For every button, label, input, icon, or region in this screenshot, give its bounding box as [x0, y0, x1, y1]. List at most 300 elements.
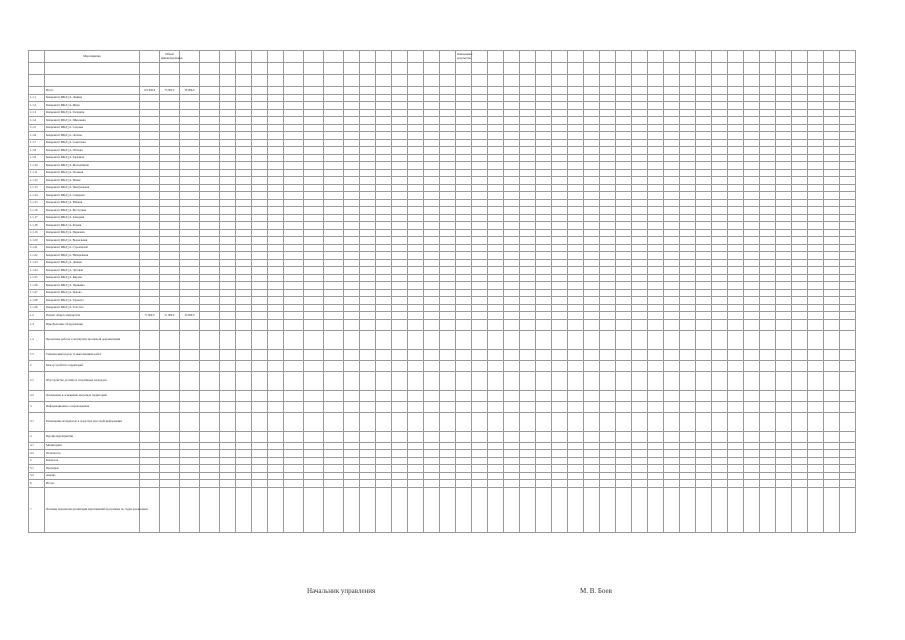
table-cell: [664, 139, 680, 147]
table-cell: [180, 154, 200, 162]
table-cell: [488, 472, 504, 480]
table-cell: [696, 267, 712, 275]
table-cell: [200, 319, 220, 330]
table-cell: [180, 401, 200, 412]
table-cell: [236, 282, 252, 290]
table-cell: [456, 169, 472, 177]
table-cell: [304, 401, 324, 412]
table-cell: [600, 297, 616, 305]
table-cell: [180, 480, 200, 488]
table-cell: [268, 442, 284, 450]
table-cell: [200, 312, 220, 320]
table-cell: [220, 244, 236, 252]
table-cell: [776, 132, 792, 140]
table-cell: [456, 124, 472, 132]
table-cell: [440, 252, 456, 260]
table-cell: [140, 412, 160, 431]
table-cell: [568, 349, 584, 360]
table-cell: [236, 442, 252, 450]
table-cell: [236, 319, 252, 330]
table-cell: [140, 102, 160, 110]
table-cell: [408, 297, 424, 305]
table-cell: [456, 431, 472, 442]
table-cell: [376, 371, 392, 390]
table-cell: [712, 304, 728, 312]
table-cell: [840, 87, 856, 95]
table-cell: [728, 412, 744, 431]
table-cell: [648, 139, 664, 147]
header-cell: [344, 51, 360, 63]
table-cell: [776, 319, 792, 330]
table-cell: [472, 259, 488, 267]
table-cell: [200, 139, 220, 147]
table-cell: [304, 154, 324, 162]
header-cell: [728, 51, 744, 63]
table-cell: [424, 450, 440, 458]
table-cell: [268, 184, 284, 192]
table-cell: [324, 192, 344, 200]
table-cell: [824, 139, 840, 147]
header-cell: [160, 63, 180, 75]
table-cell: [304, 109, 324, 117]
table-cell: [632, 297, 648, 305]
table-cell: [824, 412, 840, 431]
row-number-cell: 4.1: [29, 442, 45, 450]
row-number-cell: 1.1.3: [29, 109, 45, 117]
table-cell: [488, 267, 504, 275]
table-cell: [472, 199, 488, 207]
table-cell: [180, 442, 200, 450]
table-cell: [584, 349, 600, 360]
table-cell: [284, 330, 304, 349]
table-cell: [488, 401, 504, 412]
table-cell: [424, 319, 440, 330]
table-cell: [536, 487, 552, 532]
table-cell: [236, 330, 252, 349]
value-cell: 71 000,0: [140, 312, 160, 320]
table-cell: [392, 282, 408, 290]
table-cell: [360, 169, 376, 177]
table-cell: [776, 465, 792, 473]
table-cell: [728, 349, 744, 360]
table-cell: [696, 252, 712, 260]
table-cell: [504, 349, 520, 360]
table-cell: [824, 401, 840, 412]
table-cell: [792, 431, 808, 442]
table-cell: [744, 177, 760, 185]
table-cell: [140, 304, 160, 312]
row-number-cell: 1.1.21: [29, 244, 45, 252]
header-cell: [840, 75, 856, 87]
table-cell: [536, 442, 552, 450]
table-cell: [824, 192, 840, 200]
table-cell: [160, 222, 180, 230]
table-cell: [360, 442, 376, 450]
table-cell: [744, 192, 760, 200]
header-cell: [600, 63, 616, 75]
table-cell: [344, 252, 360, 260]
table-cell: [632, 465, 648, 473]
table-cell: [840, 109, 856, 117]
table-cell: [408, 349, 424, 360]
table-cell: [808, 487, 824, 532]
table-cell: [408, 184, 424, 192]
table-cell: [488, 442, 504, 450]
table-cell: [376, 184, 392, 192]
table-cell: [552, 87, 568, 95]
table-cell: [140, 274, 160, 282]
table-cell: [284, 480, 304, 488]
table-cell: [456, 244, 472, 252]
header-cell: [536, 63, 552, 75]
table-cell: [760, 274, 776, 282]
table-cell: [392, 360, 408, 371]
table-cell: [424, 457, 440, 465]
table-cell: [456, 472, 472, 480]
table-cell: [140, 431, 160, 442]
table-cell: [424, 330, 440, 349]
table-cell: [584, 87, 600, 95]
table-cell: [424, 480, 440, 488]
table-cell: [472, 480, 488, 488]
table-cell: [648, 102, 664, 110]
table-cell: [220, 169, 236, 177]
header-cell: [45, 75, 140, 87]
table-cell: [728, 289, 744, 297]
table-cell: [236, 94, 252, 102]
table-cell: [180, 109, 200, 117]
table-cell: [472, 442, 488, 450]
header-cell: [664, 63, 680, 75]
table-cell: [760, 465, 776, 473]
table-cell: [284, 259, 304, 267]
table-cell: [304, 304, 324, 312]
table-cell: [376, 252, 392, 260]
table-cell: [252, 289, 268, 297]
table-cell: [344, 207, 360, 215]
table-cell: [664, 109, 680, 117]
table-row: [29, 330, 856, 349]
table-cell: [220, 124, 236, 132]
table-cell: [324, 94, 344, 102]
table-cell: [472, 450, 488, 458]
row-label-cell: Капремонт МКД ул. Южная: [45, 199, 140, 207]
table-cell: [664, 244, 680, 252]
table-cell: [616, 304, 632, 312]
table-cell: [664, 147, 680, 155]
table-cell: [504, 192, 520, 200]
table-cell: [456, 192, 472, 200]
table-cell: [504, 102, 520, 110]
table-cell: [536, 312, 552, 320]
table-cell: [648, 401, 664, 412]
table-cell: [284, 222, 304, 230]
row-label-cell: Капремонт МКД ул. Горького: [45, 297, 140, 305]
table-cell: [360, 184, 376, 192]
table-cell: [456, 229, 472, 237]
table-cell: [728, 259, 744, 267]
table-cell: [744, 289, 760, 297]
table-cell: [160, 282, 180, 290]
table-cell: [504, 139, 520, 147]
table-cell: [180, 124, 200, 132]
table-cell: [536, 304, 552, 312]
table-row: [29, 207, 856, 215]
table-cell: [840, 330, 856, 349]
table-cell: [360, 267, 376, 275]
header-cell: [600, 51, 616, 63]
table-cell: [840, 282, 856, 290]
table-cell: [728, 147, 744, 155]
row-number-cell: 2.1: [29, 371, 45, 390]
table-cell: [536, 192, 552, 200]
table-cell: [744, 487, 760, 532]
table-cell: [584, 487, 600, 532]
table-cell: [440, 109, 456, 117]
table-cell: [284, 214, 304, 222]
table-cell: [808, 412, 824, 431]
row-number-cell: 1.1.12: [29, 177, 45, 185]
row-label-cell: Капремонт МКД ул. Полевая: [45, 169, 140, 177]
table-cell: [268, 207, 284, 215]
table-cell: [520, 297, 536, 305]
table-cell: [220, 139, 236, 147]
table-cell: [552, 244, 568, 252]
table-cell: [648, 390, 664, 401]
table-cell: [252, 252, 268, 260]
table-cell: [808, 442, 824, 450]
table-cell: [536, 222, 552, 230]
table-cell: [696, 450, 712, 458]
table-cell: [664, 304, 680, 312]
table-cell: [392, 222, 408, 230]
row-label-cell: Капремонт МКД ул. Северная: [45, 192, 140, 200]
table-cell: [808, 162, 824, 170]
table-cell: [680, 154, 696, 162]
table-cell: [344, 237, 360, 245]
header-cell: [424, 63, 440, 75]
table-cell: [696, 465, 712, 473]
table-cell: [488, 465, 504, 473]
table-cell: [236, 412, 252, 431]
table-cell: [472, 319, 488, 330]
table-row: [29, 472, 856, 480]
table-cell: [200, 349, 220, 360]
table-cell: [520, 274, 536, 282]
row-number-cell: 1.1.6: [29, 132, 45, 140]
table-cell: [680, 132, 696, 140]
table-cell: [664, 259, 680, 267]
table-cell: [424, 442, 440, 450]
header-cell: [584, 63, 600, 75]
table-cell: [456, 289, 472, 297]
table-cell: [776, 289, 792, 297]
header-cell: Объем финансирования: [160, 51, 180, 63]
table-cell: [268, 297, 284, 305]
table-cell: [760, 390, 776, 401]
table-cell: [600, 312, 616, 320]
table-cell: [220, 222, 236, 230]
table-cell: [536, 132, 552, 140]
table-cell: [220, 297, 236, 305]
table-cell: [760, 214, 776, 222]
table-cell: [776, 244, 792, 252]
table-cell: [632, 147, 648, 155]
table-cell: [520, 229, 536, 237]
table-cell: [728, 222, 744, 230]
table-cell: [456, 184, 472, 192]
table-cell: [160, 214, 180, 222]
header-cell: [760, 75, 776, 87]
table-cell: [584, 282, 600, 290]
table-cell: [520, 252, 536, 260]
table-cell: [472, 124, 488, 132]
table-cell: [728, 360, 744, 371]
table-cell: [456, 450, 472, 458]
table-cell: [424, 487, 440, 532]
table-cell: [180, 472, 200, 480]
table-cell: [648, 472, 664, 480]
table-cell: [456, 94, 472, 102]
header-cell: [268, 75, 284, 87]
table-cell: [284, 87, 304, 95]
table-row: [29, 349, 856, 360]
table-cell: [268, 147, 284, 155]
table-cell: [472, 117, 488, 125]
table-cell: [284, 282, 304, 290]
table-cell: [568, 184, 584, 192]
table-cell: [728, 450, 744, 458]
table-cell: [824, 87, 840, 95]
table-cell: [648, 222, 664, 230]
table-cell: [664, 487, 680, 532]
table-cell: [680, 267, 696, 275]
table-cell: [408, 412, 424, 431]
table-cell: [616, 360, 632, 371]
table-cell: [696, 390, 712, 401]
table-cell: [200, 199, 220, 207]
header-cell: [488, 63, 504, 75]
table-cell: [408, 87, 424, 95]
table-cell: [360, 465, 376, 473]
row-number-cell: 5.1: [29, 465, 45, 473]
table-cell: [180, 222, 200, 230]
table-cell: [160, 442, 180, 450]
table-cell: [632, 154, 648, 162]
table-cell: [568, 401, 584, 412]
table-cell: [600, 177, 616, 185]
table-cell: [632, 330, 648, 349]
table-cell: [552, 207, 568, 215]
table-cell: [456, 465, 472, 473]
table-cell: [488, 304, 504, 312]
header-cell: [568, 63, 584, 75]
table-cell: [696, 371, 712, 390]
table-cell: [760, 139, 776, 147]
table-cell: [840, 431, 856, 442]
header-cell: [792, 75, 808, 87]
table-cell: [376, 139, 392, 147]
table-cell: [344, 147, 360, 155]
table-cell: [840, 297, 856, 305]
table-cell: [200, 124, 220, 132]
table-row: [29, 450, 856, 458]
table-cell: [200, 94, 220, 102]
row-number-cell: 2.2: [29, 390, 45, 401]
table-cell: [472, 222, 488, 230]
table-row: [29, 237, 856, 245]
header-cell: [840, 51, 856, 63]
table-cell: [584, 184, 600, 192]
value-cell: 20 000,0: [180, 312, 200, 320]
table-cell: [776, 330, 792, 349]
table-cell: [304, 274, 324, 282]
table-cell: [632, 162, 648, 170]
table-cell: [744, 431, 760, 442]
table-cell: [376, 169, 392, 177]
table-cell: [408, 267, 424, 275]
table-cell: [824, 472, 840, 480]
table-cell: [536, 412, 552, 431]
table-cell: [160, 192, 180, 200]
table-cell: [392, 214, 408, 222]
table-cell: [408, 282, 424, 290]
table-cell: [760, 480, 776, 488]
table-cell: [760, 154, 776, 162]
table-cell: [776, 360, 792, 371]
table-cell: [360, 162, 376, 170]
table-cell: [632, 259, 648, 267]
table-cell: [552, 487, 568, 532]
table-cell: [824, 207, 840, 215]
header-cell: [568, 51, 584, 63]
table-cell: [220, 252, 236, 260]
table-cell: [488, 87, 504, 95]
table-cell: [376, 147, 392, 155]
table-cell: [424, 109, 440, 117]
table-cell: [140, 139, 160, 147]
table-cell: [664, 184, 680, 192]
table-cell: [760, 207, 776, 215]
table-cell: [180, 319, 200, 330]
table-cell: [284, 252, 304, 260]
table-cell: [140, 214, 160, 222]
table-cell: [408, 390, 424, 401]
table-cell: [536, 297, 552, 305]
table-cell: [268, 412, 284, 431]
table-cell: [180, 192, 200, 200]
table-cell: [236, 109, 252, 117]
table-cell: [344, 192, 360, 200]
table-cell: [840, 465, 856, 473]
header-cell: [408, 63, 424, 75]
header-cell: [664, 51, 680, 63]
table-cell: [472, 431, 488, 442]
table-cell: [344, 162, 360, 170]
header-cell: [712, 51, 728, 63]
row-number-cell: 1.1.26: [29, 282, 45, 290]
table-cell: [424, 162, 440, 170]
row-number-cell: 1.5: [29, 349, 45, 360]
table-cell: [252, 297, 268, 305]
table-cell: [792, 162, 808, 170]
table-cell: [488, 147, 504, 155]
row-label-cell: Капремонт МКД ул. Центральная: [45, 184, 140, 192]
header-cell: [140, 75, 160, 87]
table-cell: [456, 487, 472, 532]
table-cell: [680, 401, 696, 412]
table-cell: [808, 401, 824, 412]
